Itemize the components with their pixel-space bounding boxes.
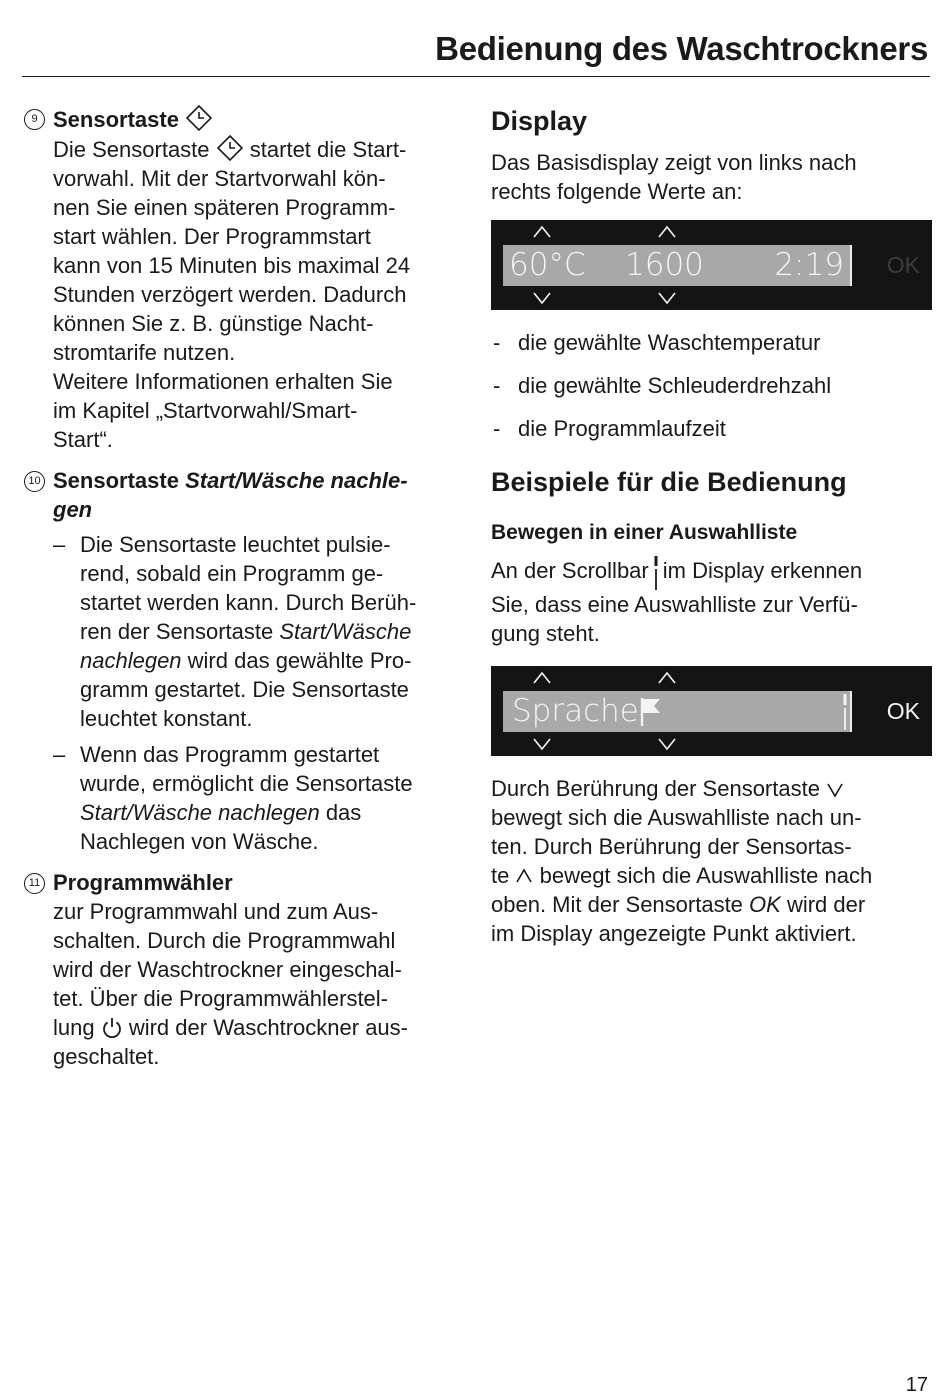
text-line: können Sie z. B. günstige Nacht- — [53, 311, 374, 336]
text-line: lung — [53, 1015, 95, 1040]
chevron-down-icon[interactable] — [657, 737, 677, 751]
text-line: An der Scrollbar — [491, 558, 649, 583]
text-line: Die Sensortaste leuchtet pulsie- — [80, 532, 391, 557]
text-line: vorwahl. Mit der Startvorwahl kön- — [53, 166, 386, 191]
item-number-badge: 9 — [24, 109, 45, 130]
text-line: Start“. — [53, 427, 113, 452]
page-number: 17 — [905, 1374, 928, 1396]
chevron-up-icon[interactable] — [657, 225, 677, 239]
text-line: wird der Waschtrockner aus- — [122, 1015, 408, 1040]
text-line: ren der Sensortaste — [80, 619, 280, 644]
list-item-text: die gewählte Waschtemperatur — [518, 330, 821, 355]
selection-list-panel — [491, 666, 932, 756]
text-line: Sie, dass eine Auswahlliste zur Verfü- — [491, 592, 858, 617]
text-line: im Display angezeigte Punkt aktiviert. — [491, 921, 857, 946]
chevron-up-icon[interactable] — [657, 671, 677, 685]
text-line: te — [491, 863, 510, 888]
text-line: wird der Waschtrockner eingeschal- — [53, 957, 402, 982]
item-title-text: Sensortaste — [53, 107, 179, 132]
examples-heading: Beispiele für die Bedienung — [491, 467, 847, 497]
text-italic: nachlegen — [80, 648, 182, 673]
bullet-list — [53, 530, 462, 856]
text-line: startet die Start- — [249, 137, 407, 162]
right-column — [491, 104, 931, 948]
lcd-screen — [503, 245, 852, 286]
text-line: zur Programmwahl und zum Aus- — [53, 899, 379, 924]
text-italic: Start/Wäsche — [279, 619, 412, 644]
list-item — [53, 530, 462, 733]
spin-speed-value: 1600 — [625, 247, 704, 283]
list-item — [491, 328, 931, 357]
item-description — [53, 897, 462, 1071]
startvorwahl-icon — [185, 104, 213, 132]
lcd-screen — [503, 691, 852, 732]
startvorwahl-icon — [216, 134, 244, 162]
list-item-text: die gewählte Schleuderdrehzahl — [518, 373, 832, 398]
text-line: Durch Berührung der Sensortaste — [491, 776, 820, 801]
chevron-down-icon[interactable] — [657, 291, 677, 305]
left-column — [22, 104, 462, 1083]
list-item-text: die Programmlaufzeit — [518, 416, 726, 441]
dash-marker: - — [493, 416, 501, 441]
item-title-text: Sensortaste — [53, 468, 186, 493]
text-line: geschaltet. — [53, 1044, 160, 1069]
navigation-text — [491, 774, 931, 948]
power-icon — [101, 1016, 123, 1040]
text-line: wird das gewählte Pro- — [181, 648, 412, 673]
text-line: startet werden kann. Durch Berüh- — [80, 590, 417, 615]
item-sensortaste-startvorwahl — [22, 104, 462, 454]
text-line: tet. Über die Programmwählerstel- — [53, 986, 389, 1011]
item-number-badge: 10 — [24, 471, 45, 492]
basis-display-panel — [491, 220, 932, 310]
duration-value: 2:19 — [774, 247, 844, 283]
text-line: stromtarife nutzen. — [53, 340, 236, 365]
list-item — [53, 740, 462, 856]
text-italic: Start/Wäsche nachlegen — [80, 800, 320, 825]
item-title: Programmwähler — [53, 870, 233, 895]
text-line: kann von 15 Minuten bis maximal 24 — [53, 253, 411, 278]
text-line: das — [319, 800, 362, 825]
scrollbar-indicator[interactable] — [842, 694, 848, 730]
text-line: Nachlegen von Wäsche. — [80, 829, 319, 854]
scrollbar-icon — [653, 556, 659, 590]
chevron-down-icon[interactable] — [532, 737, 552, 751]
dash-marker: - — [493, 373, 501, 398]
display-heading: Display — [491, 106, 588, 136]
item-sensortaste-start-waesche — [22, 466, 462, 856]
scroll-heading: Bewegen in einer Auswahlliste — [491, 521, 798, 544]
text-line: Weitere Informationen erhalten Sie — [53, 369, 393, 394]
text-line: rechts folgende Werte an: — [491, 179, 743, 204]
list-item — [491, 414, 931, 443]
chevron-down-icon[interactable] — [532, 291, 552, 305]
chevron-up-icon[interactable] — [532, 671, 552, 685]
text-line: Das Basisdisplay zeigt von links nach — [491, 150, 857, 175]
text-line: gramm gestartet. Die Sensortaste — [80, 677, 409, 702]
item-title — [53, 104, 462, 134]
item-title — [53, 466, 462, 524]
menu-item-label[interactable]: Sprache — [512, 693, 639, 729]
item-programmwaehler — [22, 868, 462, 1071]
dash-marker: - — [493, 330, 501, 355]
page-header-title: Bedienung des Waschtrockners — [435, 30, 928, 67]
text-line: schalten. Durch die Programmwahl — [53, 928, 396, 953]
list-item — [491, 371, 931, 400]
item-title-italic: Start/Wäsche nachle- — [185, 468, 408, 493]
text-line: bewegt sich die Auswahlliste nach — [533, 863, 873, 888]
chevron-up-icon — [515, 868, 533, 884]
text-line: wurde, ermöglicht die Sensortaste — [80, 771, 413, 796]
display-intro — [491, 148, 931, 206]
text-line: wird der — [780, 892, 866, 917]
chevron-up-icon[interactable] — [532, 225, 552, 239]
text-line: gung steht. — [491, 621, 600, 646]
text-line: Wenn das Programm gestartet — [80, 742, 380, 767]
temperature-value: 60°C — [509, 247, 586, 283]
text-line: bewegt sich die Auswahlliste nach un- — [491, 805, 862, 830]
dash-marker: – — [53, 532, 66, 557]
ok-button[interactable]: OK — [886, 252, 920, 278]
text-line: leuchtet konstant. — [80, 706, 253, 731]
text-line: im Display erkennen — [662, 558, 863, 583]
flag-icon — [639, 696, 663, 726]
item-description — [53, 134, 462, 454]
text-line: rend, sobald ein Programm ge- — [80, 561, 384, 586]
text-line: start wählen. Der Programmstart — [53, 224, 371, 249]
text-line: oben. Mit der Sensortaste — [491, 892, 750, 917]
text-line: ten. Durch Berührung der Sensortas- — [491, 834, 852, 859]
text-line: Die Sensortaste — [53, 137, 210, 162]
text-line: Stunden verzögert werden. Dadurch — [53, 282, 407, 307]
chevron-down-icon — [826, 782, 844, 798]
scroll-text — [491, 556, 931, 648]
text-line: nen Sie einen späteren Programm- — [53, 195, 396, 220]
ok-button[interactable]: OK — [886, 698, 920, 724]
dash-marker: – — [53, 742, 66, 767]
item-title-italic: gen — [53, 497, 93, 522]
display-values-list — [491, 328, 931, 443]
text-line: im Kapitel „Startvorwahl/Smart- — [53, 398, 358, 423]
text-italic: OK — [749, 892, 781, 917]
header-rule — [22, 76, 930, 77]
item-number-badge: 11 — [24, 873, 45, 894]
